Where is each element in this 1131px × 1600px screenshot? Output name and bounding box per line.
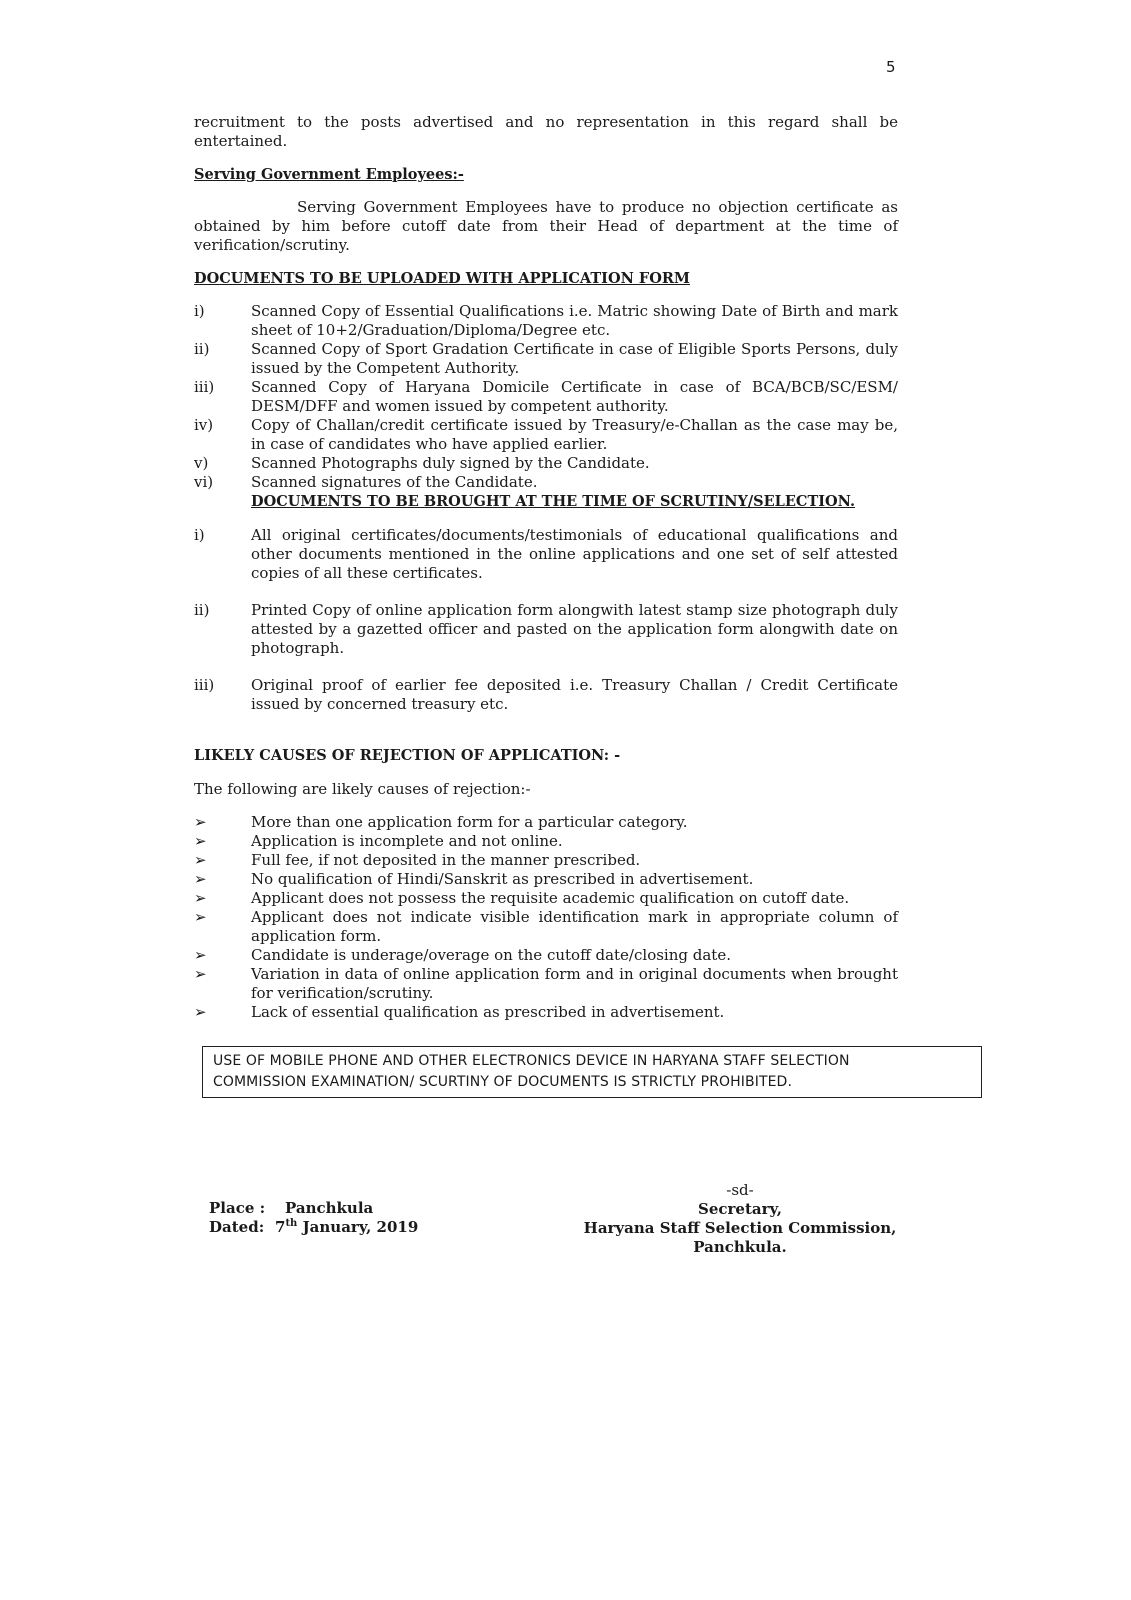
rejection-cause-text: Candidate is underage/overage on the cutoff date/closing date.	[251, 946, 731, 964]
upload-doc-item	[194, 473, 898, 492]
rejection-cause-marker: ➢	[194, 851, 207, 869]
rejection-cause-marker: ➢	[194, 908, 207, 926]
scrutiny-doc-text: Printed Copy of online application form alongwith latest stamp size photograph duly attested by a gazetted officer and pasted on the application form alongwith date on photograph.	[251, 601, 898, 657]
signatory-organization: Haryana Staff Selection Commission,	[583, 1219, 897, 1237]
upload-doc-text: Scanned Photographs duly signed by the Candidate.	[251, 454, 650, 472]
upload-doc-item	[194, 340, 898, 378]
upload-doc-text: Scanned Copy of Sport Gradation Certificate in case of Eligible Sports Persons, duly issued by the Competent Authority.	[251, 340, 898, 377]
upload-doc-marker: vi)	[194, 473, 214, 491]
dated-label: Dated:	[209, 1218, 265, 1236]
scrutiny-docs-heading: DOCUMENTS TO BE BROUGHT AT THE TIME OF SCRUTINY/SELECTION.	[251, 493, 856, 510]
rejection-list	[194, 813, 898, 1022]
upload-docs-list	[194, 302, 898, 492]
place-label: Place :	[209, 1199, 266, 1217]
upload-doc-marker: ii)	[194, 340, 210, 358]
rejection-cause-marker: ➢	[194, 946, 207, 964]
prohibition-notice-box	[202, 1046, 982, 1098]
rejection-cause-item	[194, 889, 898, 908]
upload-doc-marker: i)	[194, 302, 205, 320]
rejection-cause-text: Lack of essential qualification as prescribed in advertisement.	[251, 1003, 725, 1021]
upload-docs-heading: DOCUMENTS TO BE UPLOADED WITH APPLICATION FORM	[194, 270, 690, 287]
rejection-cause-marker: ➢	[194, 889, 207, 907]
serving-paragraph: Serving Government Employees have to produce no objection certificate as obtained by him before cutoff date from their Head of department at the time of verification/scrutiny.	[194, 198, 898, 254]
upload-doc-item	[194, 454, 898, 473]
scrutiny-docs-list	[194, 526, 898, 714]
rejection-heading: LIKELY CAUSES OF REJECTION OF APPLICATION: -	[194, 747, 621, 764]
dated-value: 7th January, 2019	[275, 1218, 419, 1236]
signatory-title: Secretary,	[697, 1200, 782, 1218]
scrutiny-doc-marker: i)	[194, 526, 205, 544]
scrutiny-doc-item	[194, 526, 898, 583]
rejection-cause-item	[194, 1003, 898, 1022]
upload-doc-item	[194, 302, 898, 340]
rejection-cause-marker: ➢	[194, 832, 207, 850]
rejection-cause-item	[194, 965, 898, 1003]
scrutiny-doc-item	[194, 601, 898, 658]
rejection-cause-text: Applicant does not possess the requisite academic qualification on cutoff date.	[251, 889, 850, 907]
upload-doc-text: Copy of Challan/credit certificate issued by Treasury/e-Challan as the case may be, in case of candidates who have applied earlier.	[251, 416, 898, 453]
scrutiny-doc-text: All original certificates/documents/testimonials of educational qualifications and other documents mentioned in the online applications and one set of self attested copies of all these certificates.	[251, 526, 898, 582]
rejection-cause-text: Applicant does not indicate visible identification mark in appropriate column of application form.	[251, 908, 898, 945]
notice-line-2: COMMISSION EXAMINATION/ SCURTINY OF DOCUMENTS IS STRICTLY PROHIBITED.	[213, 1074, 792, 1090]
signature-block	[570, 1181, 910, 1257]
upload-doc-text: Scanned Copy of Essential Qualifications i.e. Matric showing Date of Birth and mark sheet of 10+2/Graduation/Diploma/Degree etc.	[251, 302, 898, 339]
page-number: 5	[886, 58, 896, 76]
upload-doc-item	[194, 378, 898, 416]
document-body	[194, 113, 898, 1022]
rejection-cause-text: No qualification of Hindi/Sanskrit as prescribed in advertisement.	[251, 870, 754, 888]
rejection-cause-item	[194, 870, 898, 889]
upload-doc-text: Scanned Copy of Haryana Domicile Certificate in case of BCA/BCB/SC/ESM/ DESM/DFF and women issued by competent authority.	[251, 378, 898, 415]
rejection-cause-item	[194, 908, 898, 946]
upload-doc-item	[194, 416, 898, 454]
notice-line-1: USE OF MOBILE PHONE AND OTHER ELECTRONICS DEVICE IN HARYANA STAFF SELECTION	[213, 1053, 850, 1069]
signature-sd: -sd-	[726, 1181, 754, 1199]
intro-paragraph: recruitment to the posts advertised and no representation in this regard shall be entertained.	[194, 113, 898, 150]
upload-doc-marker: iii)	[194, 378, 215, 396]
upload-doc-text: Scanned signatures of the Candidate.	[251, 473, 538, 491]
rejection-cause-item	[194, 832, 898, 851]
scrutiny-doc-marker: iii)	[194, 676, 215, 694]
scrutiny-doc-text: Original proof of earlier fee deposited i.e. Treasury Challan / Credit Certificate issued by concerned treasury etc.	[251, 676, 898, 713]
rejection-cause-marker: ➢	[194, 870, 207, 888]
signatory-city: Panchkula.	[693, 1238, 787, 1256]
upload-doc-marker: iv)	[194, 416, 214, 434]
serving-heading: Serving Government Employees:-	[194, 166, 464, 183]
scrutiny-doc-marker: ii)	[194, 601, 210, 619]
rejection-cause-item	[194, 946, 898, 965]
rejection-cause-marker: ➢	[194, 813, 207, 831]
rejection-intro: The following are likely causes of rejection:-	[194, 780, 531, 798]
rejection-cause-text: Application is incomplete and not online.	[251, 832, 563, 850]
place-date-block	[209, 1199, 418, 1237]
rejection-cause-marker: ➢	[194, 1003, 207, 1021]
scrutiny-doc-item	[194, 676, 898, 714]
rejection-cause-marker: ➢	[194, 965, 207, 983]
place-value: Panchkula	[285, 1199, 374, 1217]
rejection-cause-text: Full fee, if not deposited in the manner prescribed.	[251, 851, 641, 869]
rejection-cause-item	[194, 813, 898, 832]
rejection-cause-text: Variation in data of online application form and in original documents when brought for verification/scrutiny.	[251, 965, 898, 1002]
rejection-cause-text: More than one application form for a particular category.	[251, 813, 688, 831]
rejection-cause-item	[194, 851, 898, 870]
upload-doc-marker: v)	[194, 454, 209, 472]
